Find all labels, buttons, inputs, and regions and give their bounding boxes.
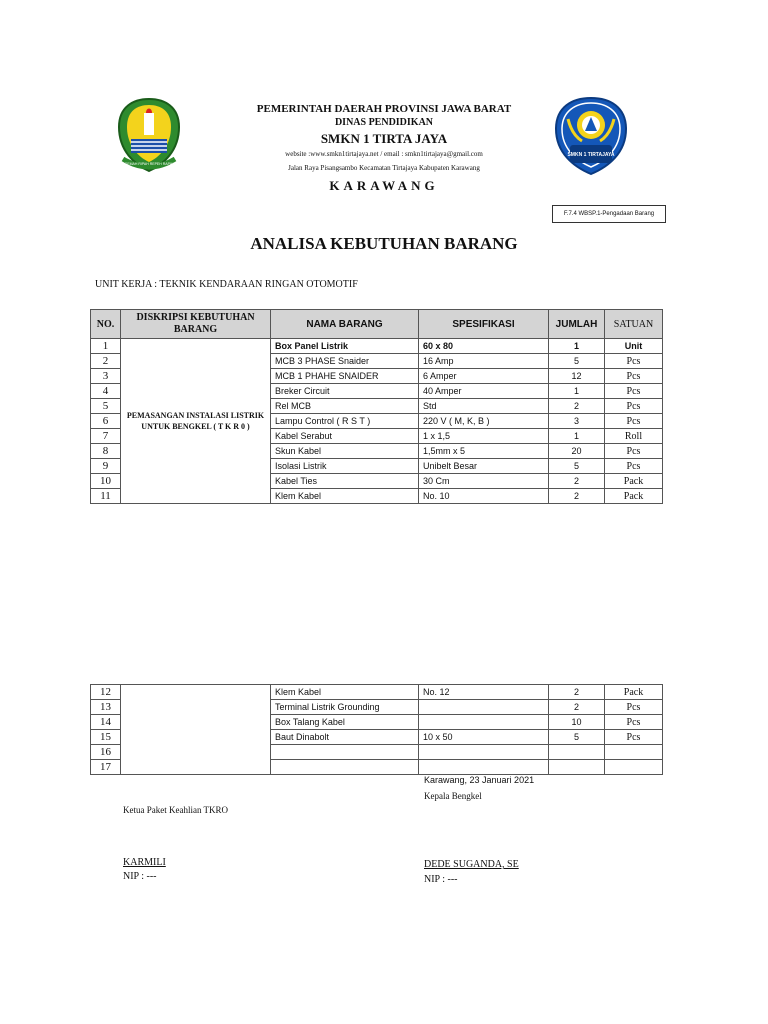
item-quantity: 1 [549, 429, 605, 444]
row-number: 6 [91, 414, 121, 429]
table-row [91, 339, 663, 354]
item-unit: Pcs [605, 384, 663, 399]
item-quantity: 2 [549, 474, 605, 489]
item-name: Klem Kabel [271, 489, 419, 504]
item-unit: Pack [605, 685, 663, 700]
right-signer-nip: NIP : --- [424, 874, 458, 885]
header-contact: website :www.smkn1tirtajaya.net / email : smkn1tirtajaya@gmail.com [285, 150, 483, 158]
left-signer-name: KARMILI [123, 857, 166, 868]
item-name: Terminal Listrik Grounding [271, 700, 419, 715]
item-name: Kabel Serabut [271, 429, 419, 444]
right-logo-text: SMKN 1 TIRTAJAYA [567, 152, 615, 158]
item-name: MCB 1 PHAHE SNAIDER [271, 369, 419, 384]
row-number: 3 [91, 369, 121, 384]
left-signer-nip: NIP : --- [123, 871, 157, 882]
item-unit [605, 760, 663, 775]
item-name: Rel MCB [271, 399, 419, 414]
row-number: 17 [91, 760, 121, 775]
item-specification [419, 760, 549, 775]
left-signer-role: Ketua Paket Keahlian TKRO [123, 805, 229, 815]
item-description: PEMASANGAN INSTALASI LISTRIK UNTUK BENGKEL ( T K R 0 ) [121, 339, 271, 504]
row-number: 16 [91, 745, 121, 760]
item-name: Kabel Ties [271, 474, 419, 489]
item-quantity: 5 [549, 730, 605, 745]
item-specification: 10 x 50 [419, 730, 549, 745]
item-specification: 1,5mm x 5 [419, 444, 549, 459]
row-number: 5 [91, 399, 121, 414]
item-quantity: 2 [549, 489, 605, 504]
item-name [271, 745, 419, 760]
item-unit: Pack [605, 474, 663, 489]
item-quantity: 2 [549, 399, 605, 414]
row-number: 15 [91, 730, 121, 745]
header-department: DINAS PENDIDIKAN [334, 117, 434, 128]
item-quantity: 10 [549, 715, 605, 730]
table-header-row [91, 310, 663, 339]
header-specification: SPESIFIKASI [419, 310, 549, 339]
header-school-name: SMKN 1 TIRTA JAYA [320, 131, 448, 146]
item-name: Box Talang Kabel [271, 715, 419, 730]
item-specification: 60 x 80 [419, 339, 549, 354]
item-quantity: 1 [549, 339, 605, 354]
item-specification: 6 Amper [419, 369, 549, 384]
header-government: PEMERINTAH DAERAH PROVINSI JAWA BARAT [256, 103, 512, 115]
item-unit: Pcs [605, 354, 663, 369]
item-specification [419, 700, 549, 715]
item-specification: Unibelt Besar [419, 459, 549, 474]
item-unit: Pack [605, 489, 663, 504]
item-name [271, 760, 419, 775]
right-signer-name: DEDE SUGANDA, SE [424, 859, 519, 870]
header-no: NO. [91, 310, 121, 339]
row-number: 12 [91, 685, 121, 700]
row-number: 4 [91, 384, 121, 399]
row-number: 8 [91, 444, 121, 459]
header-quantity: JUMLAH [549, 310, 605, 339]
item-quantity: 3 [549, 414, 605, 429]
unit-kerja: UNIT KERJA : TEKNIK KENDARAAN RINGAN OTOMOTIF [95, 279, 358, 290]
item-unit: Pcs [605, 459, 663, 474]
item-name: Isolasi Listrik [271, 459, 419, 474]
row-number: 10 [91, 474, 121, 489]
header-address: Jalan Raya Pisangsambo Kecamatan Tirtajaya Kabupaten Karawang [288, 164, 480, 172]
row-number: 13 [91, 700, 121, 715]
items-table-top [90, 309, 663, 504]
item-specification: 1 x 1,5 [419, 429, 549, 444]
item-specification: 16 Amp [419, 354, 549, 369]
item-unit: Pcs [605, 700, 663, 715]
row-number: 9 [91, 459, 121, 474]
right-signer-role: Kepala Bengkel [424, 791, 482, 801]
header-unit: SATUAN [605, 310, 663, 339]
item-name: Baut Dinabolt [271, 730, 419, 745]
item-specification [419, 715, 549, 730]
item-name: Lampu Control ( R S T ) [271, 414, 419, 429]
item-quantity [549, 760, 605, 775]
item-name: Breker Circuit [271, 384, 419, 399]
item-name: Box Panel Listrik [271, 339, 419, 354]
item-description-empty [121, 685, 271, 775]
form-code: F.7.4 WBSP.1-Pengadaan Barang [552, 205, 666, 223]
item-specification [419, 745, 549, 760]
header-description: DISKRIPSI KEBUTUHAN BARANG [121, 310, 271, 339]
item-unit: Unit [605, 339, 663, 354]
item-unit: Pcs [605, 730, 663, 745]
item-unit: Roll [605, 429, 663, 444]
row-number: 1 [91, 339, 121, 354]
items-table-bottom [90, 684, 663, 775]
left-logo-text: GEMAH RIPAH REPEH RAPIH [124, 162, 174, 166]
item-quantity: 20 [549, 444, 605, 459]
item-quantity: 1 [549, 384, 605, 399]
row-number: 11 [91, 489, 121, 504]
row-number: 14 [91, 715, 121, 730]
row-number: 2 [91, 354, 121, 369]
item-quantity: 5 [549, 354, 605, 369]
table-row [91, 685, 663, 700]
item-specification: No. 10 [419, 489, 549, 504]
item-name: MCB 3 PHASE Snaider [271, 354, 419, 369]
item-unit [605, 745, 663, 760]
item-unit: Pcs [605, 399, 663, 414]
item-unit: Pcs [605, 369, 663, 384]
item-quantity: 2 [549, 685, 605, 700]
place-date: Karawang, 23 Januari 2021 [424, 775, 535, 785]
item-name: Klem Kabel [271, 685, 419, 700]
row-number: 7 [91, 429, 121, 444]
document-title: ANALISA KEBUTUHAN BARANG [250, 234, 518, 253]
item-specification: 40 Amper [419, 384, 549, 399]
header-city: KARAWANG [329, 178, 439, 193]
item-quantity [549, 745, 605, 760]
item-specification: 220 V ( M, K, B ) [419, 414, 549, 429]
header-item-name: NAMA BARANG [271, 310, 419, 339]
item-quantity: 2 [549, 700, 605, 715]
item-unit: Pcs [605, 715, 663, 730]
item-quantity: 5 [549, 459, 605, 474]
item-unit: Pcs [605, 414, 663, 429]
item-name: Skun Kabel [271, 444, 419, 459]
item-specification: 30 Cm [419, 474, 549, 489]
item-quantity: 12 [549, 369, 605, 384]
item-unit: Pcs [605, 444, 663, 459]
item-specification: No. 12 [419, 685, 549, 700]
item-specification: Std [419, 399, 549, 414]
